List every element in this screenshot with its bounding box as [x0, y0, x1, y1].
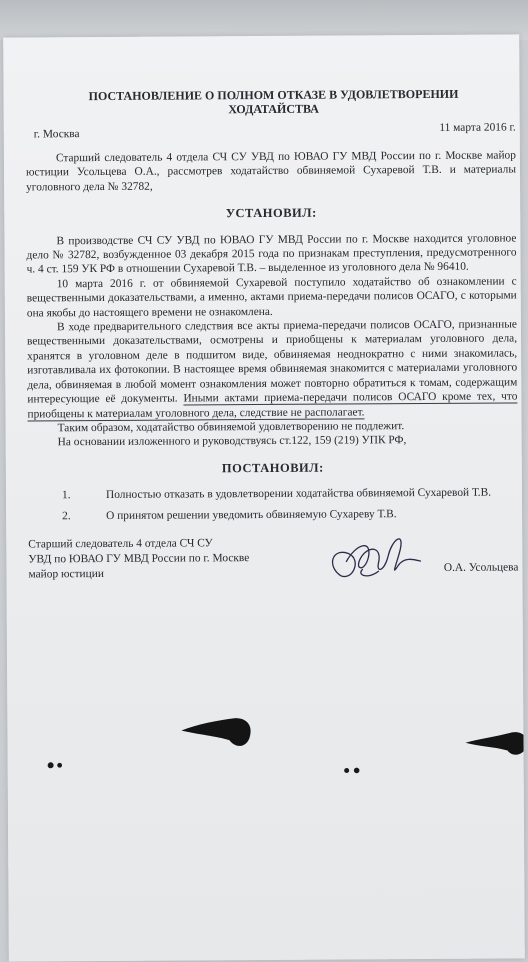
paragraph-5: На основании изложенного и руководствуясь ст.122, 159 (219) УПК РФ,	[57, 434, 407, 449]
document-date: 11 марта 2016 г.	[439, 121, 516, 134]
ink-smudge-icon	[463, 728, 524, 758]
list-item	[62, 506, 518, 523]
ink-dot-icon	[46, 759, 66, 771]
signature-block	[28, 534, 518, 587]
signer-position	[28, 536, 249, 582]
signer-line-1: Старший следователь 4 отдела СЧ СУ	[28, 537, 213, 551]
list-item-number: 1.	[61, 489, 71, 502]
list-item-number: 2.	[62, 509, 71, 522]
document-body	[25, 86, 518, 587]
list-item-text: Полностью отказать в удовлетворении ходатайства обвиняемой Сухаревой Т.В.	[105, 486, 492, 502]
resolution-list	[28, 486, 518, 524]
paragraph-2: 10 марта 2016 г. от обвиняемой Сухаревой поступило ходатайство об ознакомлении с вещественными доказательствами, а именно, актами приема-передачи полисов ОСАГО, с которыми она якобы до настоящего времени не ознакомлена.	[26, 275, 517, 320]
ink-dot-icon	[342, 765, 364, 775]
list-item	[62, 486, 518, 503]
heading-established: УСТАНОВИЛ:	[225, 205, 317, 221]
paragraph-3	[27, 318, 518, 422]
city: г. Москва	[33, 128, 80, 141]
handwritten-signature	[322, 525, 422, 596]
ink-smudge-icon	[177, 716, 257, 756]
heading-resolved: ПОСТАНОВИЛ:	[221, 460, 324, 475]
intro-paragraph: Старший следователь 4 отдела СЧ СУ УВД по ЮВАО ГУ МВД России по г. Москве майор юстиции Усольцева О.А., рассмотрев ходатайство обвиняемой Сухаревой Т.В. и материалы уголовного дела № 32782,	[25, 149, 517, 194]
document-title: ПОСТАНОВЛЕНИЕ О ПОЛНОМ ОТКАЗЕ В УДОВЛЕТВОРЕНИИ ХОДАТАЙСТВА	[88, 86, 459, 117]
paragraph-3-text: В ходе предварительного следствия все акты приема-передачи полисов ОСАГО, признанные вещественными доказательствами, осмотрены и приобщены к материалам уголовного дела, хранятся в уголовном деле в подшитом виде, обвиняемая неоднократно с ними знакомилась, изготавливала их фотокопии. В настоящее время обвиняемая знакомится с материалами уголовного дела, обвиняемая в любой момент ознакомления может повторно обратиться к томам, содержащим интересующие её документы.	[27, 318, 518, 406]
signer-line-2: УВД по ЮВАО ГУ МВД России по г. Москве	[28, 552, 250, 566]
city-date-row	[26, 121, 516, 145]
paragraph-3-underlined: Иными актами приема-передачи полисов ОСАГО кроме тех, что приобщены к материалам уголовного дела, следствие не располагает.	[27, 390, 518, 420]
signer-line-3: майор юстиции	[28, 567, 104, 581]
document-page	[3, 34, 525, 961]
list-item-text: О принятом решении уведомить обвиняемую Сухареву Т.В.	[106, 507, 397, 522]
signer-name: О.А. Усольцева	[443, 561, 519, 574]
paragraph-4: Таким образом, ходатайство обвиняемой удовлетворению не подлежит.	[57, 420, 405, 435]
paragraph-1: В производстве СЧ СУ УВД по ЮВАО ГУ МВД России по г. Москве находится уголовное дело № 32782, возбужденное 03 декабря 2015 года по признакам преступления, предусмотренного ч. 4 ст. 159 УК РФ в отношении Сухаревой Т.В. – выделенное из уголовного дела № 96410.	[26, 232, 517, 276]
